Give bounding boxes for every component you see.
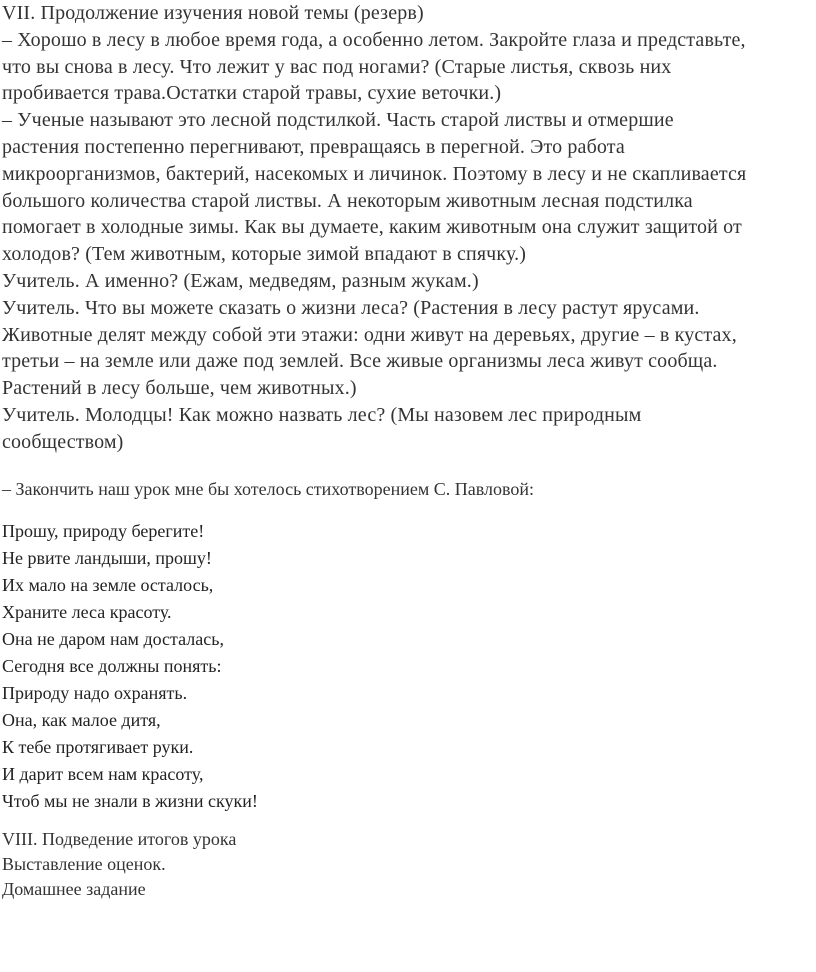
poem-line: Чтоб мы не знали в жизни скуки! — [2, 790, 258, 811]
summary-line: Выставление оценок. — [2, 853, 166, 874]
poem-line: Сегодня все должны понять: — [2, 655, 222, 676]
poem-line: Она, как малое дитя, — [2, 709, 161, 730]
dialogue-line: растения постепенно перегнивают, превращаясь в перегной. Это работа — [2, 135, 625, 158]
summary-line: Домашнее задание — [2, 878, 146, 899]
poem — [2, 518, 814, 815]
dialogue-line: Учитель. Что вы можете сказать о жизни леса? (Растения в лесу растут ярусами. — [2, 296, 700, 319]
poem-line: Храните леса красоту. — [2, 601, 172, 622]
poem-line: И дарит всем нам красоту, — [2, 763, 204, 784]
poem-line: Их мало на земле осталось, — [2, 574, 214, 595]
dialogue-line: Растений в лесу больше, чем животных.) — [2, 377, 357, 400]
dialogue-line: большого количества старой листвы. А некоторым животным лесная подстилка — [2, 189, 693, 212]
closing-remark: – Закончить наш урок мне бы хотелось стихотворением С. Павловой: — [2, 478, 534, 499]
poem-line: Прошу, природу берегите! — [2, 520, 205, 541]
dialogue-line: микроорганизмов, бактерий, насекомых и личинок. Поэтому в лесу и не скапливается — [2, 162, 747, 185]
lesson-summary — [2, 827, 814, 902]
section-heading: VII. Продолжение изучения новой темы (резерв) — [2, 2, 424, 24]
dialogue-line: Учитель. А именно? (Ежам, медведям, разным жукам.) — [2, 269, 479, 292]
dialogue-line: – Хорошо в лесу в любое время года, а особенно летом. Закройте глаза и представьте, — [2, 28, 746, 51]
dialogue-line: – Ученые называют это лесной подстилкой. Часть старой листвы и отмершие — [2, 109, 674, 132]
dialogue-line: помогает в холодные зимы. Как вы думаете, каким животным она служит защитой от — [2, 216, 742, 239]
dialogue-line: что вы снова в лесу. Что лежит у вас под ногами? (Старые листья, сквозь них — [2, 55, 672, 78]
document-page — [2, 0, 814, 902]
dialogue-line: Животные делят между собой эти этажи: одни живут на деревьях, другие – в кустах, — [2, 323, 737, 346]
dialogue-line: холодов? (Тем животным, которые зимой впадают в спячку.) — [2, 243, 527, 266]
dialogue-line: пробивается трава.Остатки старой травы, сухие веточки.) — [2, 82, 502, 105]
dialogue-line: сообществом) — [2, 430, 124, 453]
summary-heading: VIII. Подведение итогов урока — [2, 828, 237, 849]
lesson-text — [2, 0, 814, 456]
dialogue-line: третьи – на земле или даже под землей. Все живые организмы леса живут сообща. — [2, 350, 718, 373]
poem-line: Она не даром нам досталась, — [2, 628, 224, 649]
poem-line: Природу надо охранять. — [2, 682, 188, 703]
dialogue-line: Учитель. Молодцы! Как можно назвать лес? (Мы назовем лес природным — [2, 403, 642, 426]
poem-line: К тебе протягивает руки. — [2, 736, 194, 757]
poem-line: Не рвите ландыши, прошу! — [2, 547, 212, 568]
